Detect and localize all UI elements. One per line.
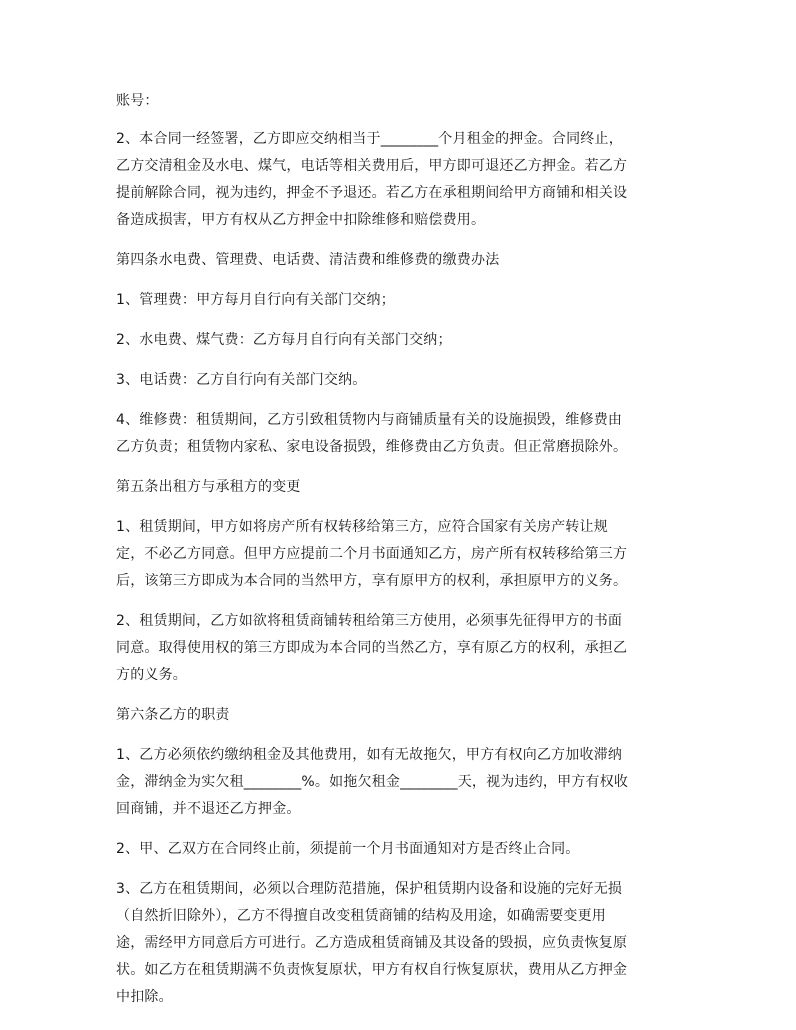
article-4-item-4 <box>116 407 688 461</box>
document-page <box>116 88 688 1024</box>
account-line: 账号： <box>116 93 159 109</box>
text-line: 方的义务。 <box>116 667 187 683</box>
text-line: 中扣除。 <box>116 989 173 1005</box>
text-line: 回商铺，并不退还乙方押金。 <box>116 801 301 817</box>
text-line: （自然折旧除外），乙方不得擅自改变租赁商铺的结构及用途，如确需要变更用 <box>116 908 606 924</box>
text-line: 途，需经甲方同意后方可进行。乙方造成租赁商铺及其设备的毁损，应负责恢复原 <box>116 935 628 951</box>
article-5-heading: 第五条出租方与承租方的变更 <box>116 479 301 495</box>
text-line: 4、维修费：租赁期间，乙方引致租赁物内与商铺质量有关的设施损毁，维修费由 <box>116 412 623 428</box>
text-line: 状。如乙方在租赁期满不负责恢复原状，甲方有权自行恢复原状，费用从乙方押金 <box>116 962 628 978</box>
article-5-item-1 <box>116 514 688 595</box>
text-line: 乙方负责；租赁物内家私、家电设备损毁，维修费由乙方负责。但正常磨损除外。 <box>116 439 628 455</box>
article-4-item-3: 3、电话费：乙方自行向有关部门交纳。 <box>116 372 367 388</box>
clause-2-deposit <box>116 126 688 234</box>
text-line: 3、乙方在租赁期间，必须以合理防范措施，保护租赁期内设备和设施的完好无损 <box>116 881 623 897</box>
article-4-heading: 第四条水电费、管理费、电话费、清洁费和维修费的缴费办法 <box>116 252 500 268</box>
article-6-item-2: 2、甲、乙双方在合同终止前，须提前一个月书面通知对方是否终止合同。 <box>116 841 580 857</box>
text-line: 乙方交清租金及水电、煤气，电话等相关费用后，甲方即可退还乙方押金。若乙方 <box>116 158 628 174</box>
text-line: 提前解除合同，视为违约，押金不予退还。若乙方在承租期间给甲方商铺和相关设 <box>116 185 628 201</box>
article-6-item-3 <box>116 876 688 1011</box>
text-line: 后，该第三方即成为本合同的当然甲方，享有原甲方的权利，承担原甲方的义务。 <box>116 573 628 589</box>
text-line: 备造成损害，甲方有权从乙方押金中扣除维修和赔偿费用。 <box>116 212 486 228</box>
article-6-heading: 第六条乙方的职责 <box>116 707 230 723</box>
article-4-item-1: 1、管理费：甲方每月自行向有关部门交纳； <box>116 292 395 308</box>
article-4-item-2: 2、水电费、煤气费：乙方每月自行向有关部门交纳； <box>116 332 452 348</box>
text-line: 1、租赁期间，甲方如将房产所有权转移给第三方，应符合国家有关房产转让规 <box>116 519 608 535</box>
article-6-item-1 <box>116 742 688 823</box>
text-line: 同意。取得使用权的第三方即成为本合同的当然乙方，享有原乙方的权利，承担乙 <box>116 640 628 656</box>
text-line: 2、租赁期间，乙方如欲将租赁商铺转租给第三方使用，必须事先征得甲方的书面 <box>116 613 623 629</box>
text-line: 定，不必乙方同意。但甲方应提前二个月书面通知乙方，房产所有权转移给第三方 <box>116 546 628 562</box>
text-line: 金，滞纳金为实欠租________%。如拖欠租金________天，视为违约，甲方有权收 <box>116 774 629 790</box>
text-line: 2、本合同一经签署，乙方即应交纳相当于________个月租金的押金。合同终止， <box>116 131 623 147</box>
text-line: 1、乙方必须依约缴纳租金及其他费用，如有无故拖欠，甲方有权向乙方加收滞纳 <box>116 747 623 763</box>
article-5-item-2 <box>116 608 688 689</box>
